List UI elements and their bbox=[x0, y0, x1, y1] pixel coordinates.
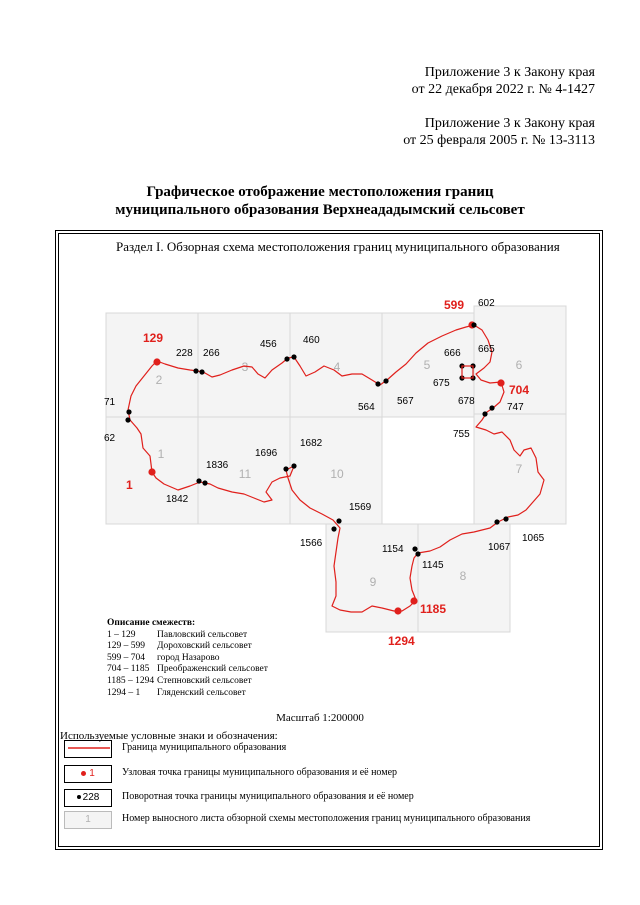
node-point bbox=[148, 468, 155, 475]
sheet-number: 2 bbox=[155, 373, 163, 387]
sheet-number: 6 bbox=[515, 358, 523, 372]
turn-point bbox=[494, 519, 499, 524]
turn-point bbox=[331, 526, 336, 531]
turn-point bbox=[126, 409, 131, 414]
turn-label: 678 bbox=[458, 396, 475, 407]
turn-point bbox=[375, 381, 380, 386]
sheet-number: 9 bbox=[369, 575, 377, 589]
node-point bbox=[153, 358, 160, 365]
turn-point bbox=[489, 405, 494, 410]
turn-label: 602 bbox=[478, 298, 495, 309]
adjacency-row: 599 – 704 город Назарово bbox=[107, 652, 220, 663]
title-line-2: муниципального образования Верхнеададымский сельсовет bbox=[115, 202, 525, 218]
turn-label: 1154 bbox=[382, 544, 404, 555]
turn-label: 71 bbox=[104, 397, 116, 408]
legend-sheet-sample: 1 bbox=[64, 811, 112, 829]
legend-node-text: Узловая точка границы муниципального образования и её номер bbox=[122, 767, 398, 778]
turn-dot-icon bbox=[77, 795, 81, 799]
sheet-number: 11 bbox=[238, 467, 252, 481]
node-dot-icon bbox=[81, 771, 86, 776]
turn-point bbox=[412, 546, 417, 551]
node-label: 599 bbox=[444, 298, 465, 312]
adjacency-row: 1185 – 1294 Степновский сельсовет bbox=[107, 675, 252, 686]
adjacency-description bbox=[107, 618, 268, 699]
node-label: 704 bbox=[509, 383, 530, 397]
node-label: 1185 bbox=[420, 602, 447, 616]
legend-turn-text: Поворотная точка границы муниципального образования и её номер bbox=[122, 791, 414, 802]
header-line-3: Приложение 3 к Закону края bbox=[424, 116, 595, 131]
map-scale: Масштаб 1:200000 bbox=[276, 712, 364, 724]
turn-label: 1569 bbox=[349, 502, 372, 513]
turn-point bbox=[415, 551, 420, 556]
sheet-number: 10 bbox=[330, 467, 344, 481]
turn-point bbox=[196, 478, 201, 483]
node-point bbox=[394, 607, 401, 614]
turn-point bbox=[283, 466, 288, 471]
turn-label: 1836 bbox=[206, 460, 229, 471]
turn-label: 1145 bbox=[422, 560, 444, 571]
turn-point bbox=[199, 369, 204, 374]
legend-node-sample: 1 bbox=[64, 765, 112, 783]
adjacency-row: 1 – 129 Павловский сельсовет bbox=[107, 629, 248, 640]
turn-label: 1566 bbox=[300, 538, 323, 549]
header-line-1: Приложение 3 к Закону края bbox=[424, 65, 595, 80]
turn-label: 456 bbox=[260, 339, 277, 350]
turn-point bbox=[193, 368, 198, 373]
adjacency-title: Описание смежеств: bbox=[107, 618, 196, 628]
turn-point bbox=[125, 417, 130, 422]
adjacency-row: 129 – 599 Дороховский сельсовет bbox=[107, 641, 252, 652]
sheet-number: 8 bbox=[459, 569, 467, 583]
legend-title: Используемые условные знаки и обозначения: bbox=[60, 730, 278, 742]
turn-label: 1682 bbox=[300, 438, 323, 449]
legend-turn-sample: 228 bbox=[64, 789, 112, 807]
turn-label: 266 bbox=[203, 348, 220, 359]
sheet-number: 5 bbox=[423, 358, 431, 372]
turn-point bbox=[284, 356, 289, 361]
turn-point bbox=[336, 518, 341, 523]
turn-label: 1696 bbox=[255, 448, 278, 459]
node-point bbox=[410, 597, 417, 604]
adjacency-row: 1294 – 1 Гляденский сельсовет bbox=[107, 687, 246, 698]
sheet-number: 4 bbox=[333, 360, 341, 374]
turn-label: 564 bbox=[358, 402, 375, 413]
turn-label: 62 bbox=[104, 433, 116, 444]
turn-point bbox=[471, 322, 476, 327]
turn-label: 567 bbox=[397, 396, 414, 407]
sheet-number: 1 bbox=[157, 447, 165, 461]
sheet-number: 3 bbox=[241, 360, 249, 374]
turn-label: 460 bbox=[303, 335, 320, 346]
turn-label: 755 bbox=[453, 429, 470, 440]
turn-label: 747 bbox=[507, 402, 524, 413]
turn-point bbox=[291, 354, 296, 359]
turn-label: 1065 bbox=[522, 533, 545, 544]
node-label: 1294 bbox=[388, 634, 415, 648]
node-point bbox=[497, 379, 504, 386]
header-line-2: от 22 декабря 2022 г. № 4-1427 bbox=[411, 82, 595, 97]
turn-label: 1067 bbox=[488, 542, 511, 553]
turn-label: 1842 bbox=[166, 494, 189, 505]
legend-swatch bbox=[64, 740, 112, 758]
turn-label: 675 bbox=[433, 378, 450, 389]
adjacency-row: 704 – 1185 Преображенский сельсовет bbox=[107, 664, 268, 675]
section-title: Раздел I. Обзорная схема местоположения границ муниципального образования bbox=[116, 239, 560, 254]
title-line-1: Графическое отображение местоположения границ bbox=[146, 184, 494, 200]
turn-point bbox=[202, 480, 207, 485]
turn-label: 666 bbox=[444, 348, 461, 359]
legend-boundary-text: Граница муниципального образования bbox=[122, 742, 287, 753]
turn-point bbox=[291, 463, 296, 468]
legend-sheet-text: Номер выносного листа обзорной схемы местоположения границ муниципального образования bbox=[122, 813, 531, 824]
turn-point bbox=[383, 378, 388, 383]
turn-point bbox=[503, 516, 508, 521]
turn-point bbox=[482, 411, 487, 416]
sheet-number: 7 bbox=[515, 462, 523, 476]
turn-label: 665 bbox=[478, 344, 495, 355]
node-label: 1 bbox=[126, 478, 133, 492]
turn-label: 228 bbox=[176, 348, 193, 359]
header-line-4: от 25 февраля 2005 г. № 13-3113 bbox=[403, 133, 595, 148]
node-label: 129 bbox=[143, 331, 164, 345]
